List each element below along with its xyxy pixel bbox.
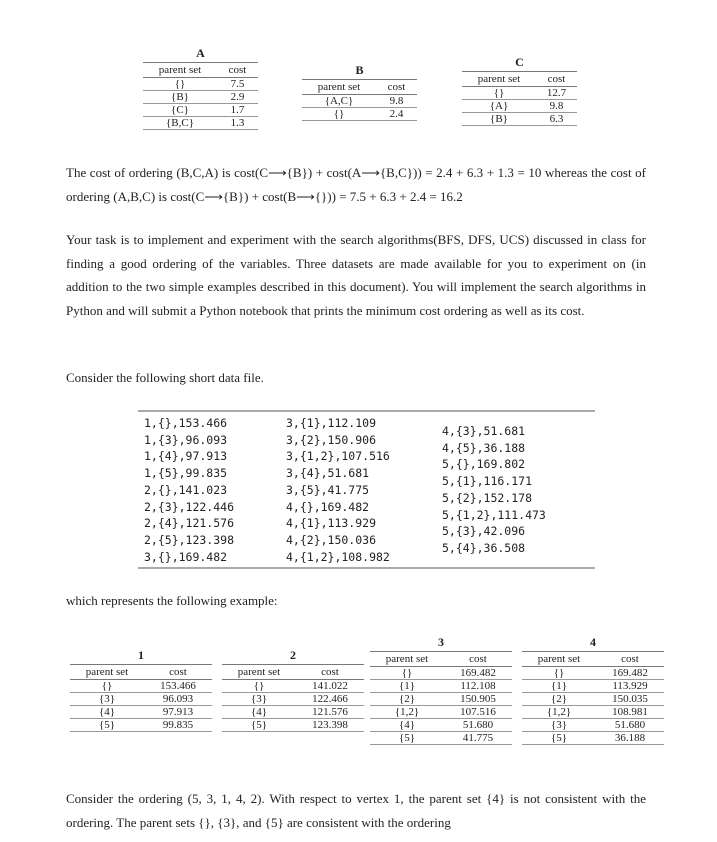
table-row bbox=[522, 667, 664, 680]
parent-set-cell: {} bbox=[462, 87, 536, 100]
parent-set-cell: {2} bbox=[370, 693, 444, 706]
column-header: parent set bbox=[522, 652, 596, 667]
column-header: parent set bbox=[462, 72, 536, 87]
parent-set-cell: {3} bbox=[70, 693, 144, 706]
cost-cell: 2.4 bbox=[376, 108, 417, 121]
parent-set-cell: {A} bbox=[462, 100, 536, 113]
cost-cell: 36.188 bbox=[596, 732, 664, 745]
parent-set-table bbox=[370, 635, 512, 745]
data-file-line: 4,{2},150.036 bbox=[286, 532, 377, 547]
parent-set-cell: {} bbox=[302, 108, 376, 121]
cost-cell: 113.929 bbox=[596, 680, 664, 693]
cost-cell: 112.108 bbox=[444, 680, 512, 693]
data-file-line: 3,{},169.482 bbox=[144, 549, 228, 564]
parent-set-cell: {2} bbox=[522, 693, 596, 706]
parent-set-cell: {1,2} bbox=[522, 706, 596, 719]
parent-set-cell: {5} bbox=[70, 719, 144, 732]
data-file-line: 3,{2},150.906 bbox=[286, 432, 377, 447]
parent-set-cell: {} bbox=[370, 667, 444, 680]
column-header: cost bbox=[536, 72, 577, 87]
table-header-row bbox=[222, 665, 364, 680]
cost-cell: 107.516 bbox=[444, 706, 512, 719]
parent-set-cell: {B,C} bbox=[143, 117, 217, 130]
cost-cell: 150.035 bbox=[596, 693, 664, 706]
data-file-line: 5,{},169.802 bbox=[442, 457, 526, 472]
table-row bbox=[222, 680, 364, 693]
parent-set-cell: {3} bbox=[522, 719, 596, 732]
data-file-listing bbox=[138, 410, 595, 569]
cost-cell: 1.3 bbox=[217, 117, 258, 130]
parent-set-cell: {} bbox=[70, 680, 144, 693]
cost-example-paragraph: The cost of ordering (B,C,A) is cost(C⟶{B}) + cost(A⟶{B,C})) = 2.4 + 6.3 + 1.3 = 10 whereas the cost of ordering (A,B,C) is cost(C⟶{B}) + cost(B⟶{})) = 7.5 + 6.3 + 2.4 = 16.2 bbox=[66, 165, 646, 204]
column-header: cost bbox=[217, 63, 258, 78]
data-file-column-2 bbox=[286, 415, 390, 565]
data-file-line: 1,{4},97.913 bbox=[144, 449, 228, 464]
data-file-line: 5,{1,2},111.473 bbox=[442, 507, 546, 522]
cost-cell: 9.8 bbox=[376, 95, 417, 108]
table-row bbox=[522, 706, 664, 719]
table-row bbox=[143, 104, 258, 117]
cost-cell: 141.022 bbox=[296, 680, 364, 693]
table-header-row bbox=[522, 652, 664, 667]
cost-cell: 51.680 bbox=[596, 719, 664, 732]
data-file-line: 2,{4},121.576 bbox=[144, 516, 235, 531]
parent-set-cell: {B} bbox=[462, 113, 536, 126]
data-file-line: 2,{3},122.446 bbox=[144, 499, 235, 514]
parent-set-cell: {C} bbox=[143, 104, 217, 117]
cost-cell: 169.482 bbox=[596, 667, 664, 680]
data-file-line: 4,{1,2},108.982 bbox=[286, 549, 390, 564]
table-row bbox=[462, 113, 577, 126]
table-title: C bbox=[515, 55, 524, 69]
column-header: cost bbox=[296, 665, 364, 680]
table-row bbox=[222, 706, 364, 719]
column-header: parent set bbox=[222, 665, 296, 680]
data-file-column-3 bbox=[442, 423, 546, 557]
column-header: cost bbox=[376, 80, 417, 95]
cost-cell: 1.7 bbox=[217, 104, 258, 117]
which-represents-paragraph: which represents the following example: bbox=[66, 593, 278, 608]
parent-set-cell: {} bbox=[522, 667, 596, 680]
data-file-column-1 bbox=[144, 415, 234, 565]
table-row bbox=[462, 100, 577, 113]
table-row bbox=[462, 87, 577, 100]
table-row bbox=[370, 732, 512, 745]
cost-cell: 122.466 bbox=[296, 693, 364, 706]
data-file-line: 1,{5},99.835 bbox=[144, 466, 228, 481]
parent-set-cell: {1} bbox=[370, 680, 444, 693]
table-row bbox=[70, 680, 212, 693]
parent-set-cell: {4} bbox=[70, 706, 144, 719]
table-row bbox=[370, 693, 512, 706]
consider-file-paragraph: Consider the following short data file. bbox=[66, 370, 264, 385]
parent-set-table bbox=[302, 63, 417, 121]
column-header: cost bbox=[596, 652, 664, 667]
table-row bbox=[222, 719, 364, 732]
cost-cell: 12.7 bbox=[536, 87, 577, 100]
cost-cell: 97.913 bbox=[144, 706, 212, 719]
cost-cell: 9.8 bbox=[536, 100, 577, 113]
column-header: cost bbox=[444, 652, 512, 667]
column-header: parent set bbox=[370, 652, 444, 667]
table-row bbox=[143, 91, 258, 104]
cost-cell: 51.680 bbox=[444, 719, 512, 732]
table-row bbox=[370, 667, 512, 680]
column-header: parent set bbox=[302, 80, 376, 95]
column-header: cost bbox=[144, 665, 212, 680]
cost-cell: 7.5 bbox=[217, 78, 258, 91]
table-row bbox=[522, 680, 664, 693]
table-title: 1 bbox=[138, 648, 144, 662]
ordering-paragraph: Consider the ordering (5, 3, 1, 4, 2). With respect to vertex 1, the parent set {4} is not consistent with the ordering. The parent sets {}, {3}, and {5} are consistent with the ordering bbox=[66, 791, 646, 830]
column-header: parent set bbox=[70, 665, 144, 680]
parent-set-cell: {5} bbox=[370, 732, 444, 745]
parent-set-table bbox=[522, 635, 664, 745]
data-file-line: 4,{},169.482 bbox=[286, 499, 370, 514]
table-row bbox=[522, 732, 664, 745]
parent-set-cell: {5} bbox=[522, 732, 596, 745]
table-row bbox=[522, 719, 664, 732]
table-header-row bbox=[70, 665, 212, 680]
cost-cell: 169.482 bbox=[444, 667, 512, 680]
parent-set-table bbox=[222, 648, 364, 732]
parent-set-table bbox=[70, 648, 212, 732]
parent-set-cell: {4} bbox=[370, 719, 444, 732]
data-file-line: 3,{1},112.109 bbox=[286, 416, 377, 430]
parent-set-cell: {1,2} bbox=[370, 706, 444, 719]
cost-cell: 123.398 bbox=[296, 719, 364, 732]
cost-cell: 99.835 bbox=[144, 719, 212, 732]
data-file-line: 5,{3},42.096 bbox=[442, 524, 526, 539]
table-row bbox=[522, 693, 664, 706]
data-file-line: 3,{4},51.681 bbox=[286, 466, 370, 481]
table-header-row bbox=[302, 80, 417, 95]
parent-set-cell: {} bbox=[143, 78, 217, 91]
data-file-line: 2,{5},123.398 bbox=[144, 532, 235, 547]
table-row bbox=[222, 693, 364, 706]
table-header-row bbox=[370, 652, 512, 667]
table-header-row bbox=[143, 63, 258, 78]
data-file-line: 4,{1},113.929 bbox=[286, 516, 377, 531]
data-file-line: 4,{3},51.681 bbox=[442, 424, 526, 438]
cost-cell: 6.3 bbox=[536, 113, 577, 126]
parent-set-cell: {5} bbox=[222, 719, 296, 732]
data-file-line: 1,{3},96.093 bbox=[144, 432, 228, 447]
cost-cell: 121.576 bbox=[296, 706, 364, 719]
parent-set-table bbox=[143, 46, 258, 130]
parent-set-table bbox=[462, 55, 577, 126]
table-row bbox=[302, 95, 417, 108]
cost-cell: 108.981 bbox=[596, 706, 664, 719]
data-file-line: 5,{4},36.508 bbox=[442, 540, 526, 555]
cost-cell: 96.093 bbox=[144, 693, 212, 706]
column-header: parent set bbox=[143, 63, 217, 78]
table-title: 2 bbox=[290, 648, 296, 662]
table-row bbox=[302, 108, 417, 121]
table-row bbox=[143, 78, 258, 91]
table-row bbox=[370, 680, 512, 693]
data-file-line: 3,{5},41.775 bbox=[286, 482, 370, 497]
parent-set-cell: {} bbox=[222, 680, 296, 693]
table-title: 4 bbox=[590, 635, 596, 649]
data-file-line: 5,{1},116.171 bbox=[442, 474, 533, 489]
table-title: B bbox=[355, 63, 364, 77]
table-title: 3 bbox=[438, 635, 444, 649]
data-file-line: 4,{5},36.188 bbox=[442, 440, 526, 455]
data-file-line: 3,{1,2},107.516 bbox=[286, 449, 390, 464]
data-file-line: 2,{},141.023 bbox=[144, 482, 228, 497]
parent-set-cell: {1} bbox=[522, 680, 596, 693]
table-row bbox=[370, 719, 512, 732]
table-row bbox=[70, 706, 212, 719]
parent-set-cell: {3} bbox=[222, 693, 296, 706]
parent-set-cell: {A,C} bbox=[302, 95, 376, 108]
table-row bbox=[70, 719, 212, 732]
cost-cell: 153.466 bbox=[144, 680, 212, 693]
parent-set-cell: {4} bbox=[222, 706, 296, 719]
parent-set-cell: {B} bbox=[143, 91, 217, 104]
cost-cell: 2.9 bbox=[217, 91, 258, 104]
cost-cell: 41.775 bbox=[444, 732, 512, 745]
table-row bbox=[370, 706, 512, 719]
data-file-line: 1,{},153.466 bbox=[144, 416, 228, 430]
table-header-row bbox=[462, 72, 577, 87]
data-file-line: 5,{2},152.178 bbox=[442, 490, 533, 505]
table-row bbox=[70, 693, 212, 706]
task-paragraph: Your task is to implement and experiment with the search algorithms(BFS, DFS, UCS) discussed in class for finding a good ordering of the variables. Three datasets are made available for you to experiment on (in addition to the two simple examples described in this document). You will implement the search algorithms in Python and will submit a Python notebook that prints the minimum cost ordering as well as its cost. bbox=[66, 232, 646, 318]
cost-cell: 150.905 bbox=[444, 693, 512, 706]
table-row bbox=[143, 117, 258, 130]
table-title: A bbox=[196, 46, 205, 60]
